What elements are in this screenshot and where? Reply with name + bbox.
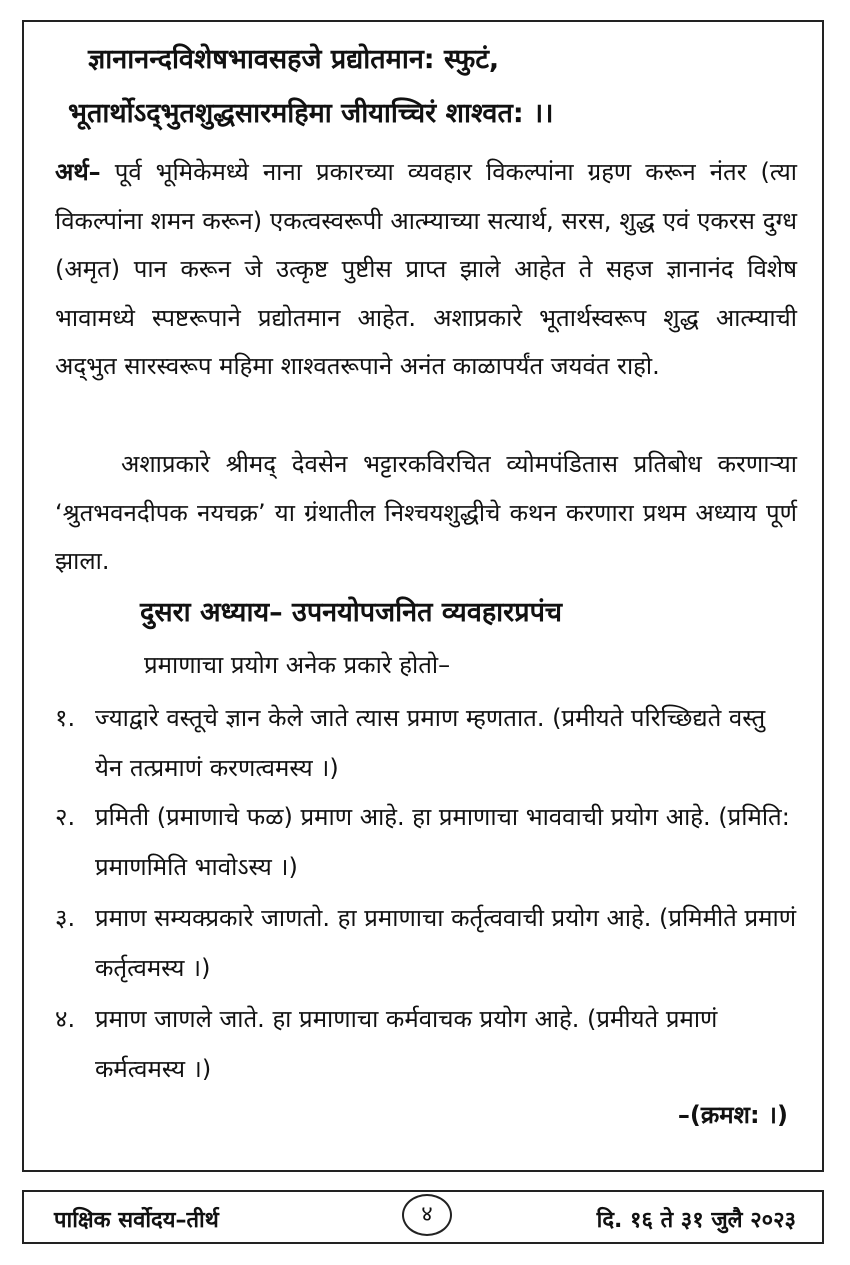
list-item-number: ३.: [55, 904, 76, 932]
list-item-text: प्रमिती (प्रमाणाचे फळ) प्रमाण आहे. हा प्रमाणाचा भाववाची प्रयोग आहे. (प्रमिति: प्रमाणमिति भावोऽस्य ।): [95, 803, 790, 881]
list-item-text: ज्याद्वारे वस्तूचे ज्ञान केले जाते त्यास प्रमाण म्हणतात. (प्रमीयते परिच्छिद्यते वस्तु येन तत्प्रमाणं करणत्वमस्य ।): [95, 704, 766, 782]
meaning-text: पूर्व भूमिकेमध्ये नाना प्रकारच्या व्यवहार विकल्पांना ग्रहण करून नंतर (त्या विकल्पांना शमन करून) एकत्वस्वरूपी आत्म्याच्या सत्यार्थ, सरस, शुद्ध एवं एकरस दुग्ध (अमृत) पान करून जे उत्कृष्ट पुष्टीस प्राप्त झाले आहेत ते सहज ज्ञानानंद विशेष भावामध्ये स्पष्टरूपाने प्रद्योतमान आहेत. अशाप्रकारे भूतार्थस्वरूप शुद्ध आत्म्याची अद्‌भुत सारस्वरूप महिमा शाश्वतरूपाने अनंत काळापर्यंत जयवंत राहो.: [55, 158, 797, 380]
page-footer: [22, 1190, 824, 1244]
list-item: [55, 893, 797, 993]
list-item-number: ४.: [55, 1005, 76, 1033]
closing-paragraph: अशाप्रकारे श्रीमद् देवसेन भट्टारकविरचित व्योमपंडितास प्रतिबोध करणाऱ्या ‘श्रुतभवनदीपक नयचक्र’ या ग्रंथातील निश्चयशुद्धीचे कथन करणारा प्रथम अध्याय पूर्ण झाला.: [55, 450, 797, 575]
page-number: ४: [402, 1194, 452, 1236]
continued-note: –(क्रमश: ।): [677, 1101, 788, 1129]
publication-name: पाक्षिक सर्वोदय–तीर्थ: [54, 1208, 219, 1233]
chapter-heading: दुसरा अध्याय– उपनयोपजनित व्यवहारप्रपंच: [140, 597, 563, 628]
list-item-number: १.: [55, 704, 76, 732]
chapter-intro: प्रमाणाचा प्रयोग अनेक प्रकारे होतो–: [144, 651, 451, 679]
list-item-text: प्रमाण सम्यक्प्रकारे जाणतो. हा प्रमाणाचा कर्तृत्ववाची प्रयोग आहे. (प्रमिमीते प्रमाणं कर्तृत्वमस्य ।): [95, 904, 797, 982]
list-item: [55, 792, 797, 892]
issue-date: दि. १६ ते ३१ जुलै २०२३: [596, 1208, 796, 1233]
meaning-paragraph: [55, 148, 797, 391]
list-item: [55, 693, 797, 793]
meaning-label: अर्थ–: [55, 158, 101, 186]
list-item: [55, 994, 797, 1094]
list-item-text: प्रमाण जाणले जाते. हा प्रमाणाचा कर्मवाचक प्रयोग आहे. (प्रमीयते प्रमाणं कर्मत्वमस्य ।): [95, 1005, 718, 1083]
list-item-number: २.: [55, 803, 76, 831]
verse-line-1: ज्ञानानन्दविशेषभावसहजे प्रद्योतमान: स्फुटं,: [88, 44, 500, 75]
verse-line-2: भूतार्थोऽद्‌भुतशुद्धसारमहिमा जीयाच्चिरं शाश्वत: ।।: [68, 98, 554, 129]
